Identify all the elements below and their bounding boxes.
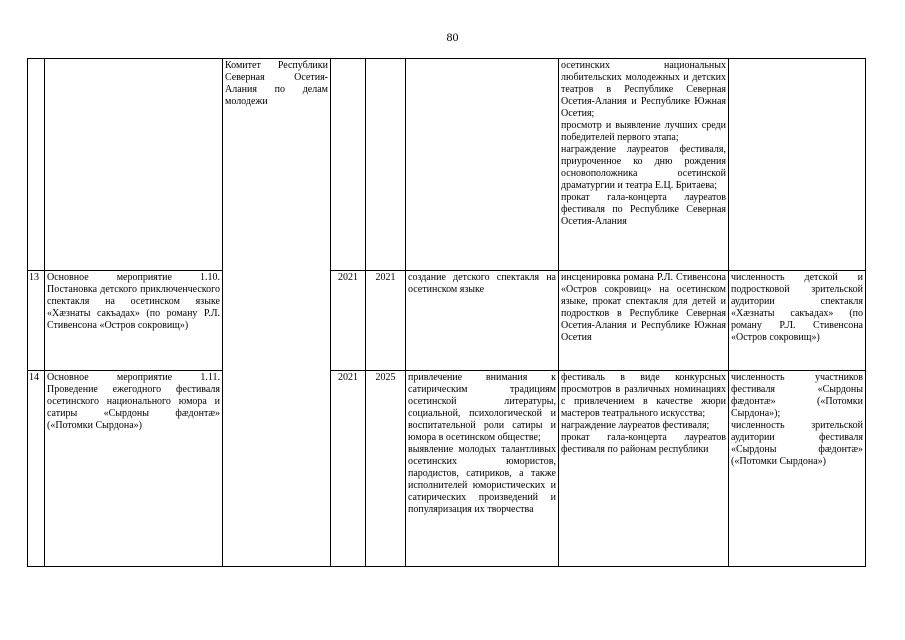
cell-goal: [406, 59, 559, 271]
goal-item: выявление молодых талантливых осетинских юмористов, пародистов, сатириков, а также исполнителей юмористических и сатирических произведений и популяризация их творчества: [408, 444, 556, 515]
result-item: просмотр и выявление лучших среди победителей первого этапа;: [561, 120, 726, 143]
cell-goal: [406, 371, 559, 567]
cell-num: 14: [28, 371, 45, 567]
indicator-item: численность участников фестиваля «Сырдоны фæдонтæ» («Потомки Сырдона»);: [731, 372, 863, 419]
result-item: прокат гала-концерта лауреатов фестиваля по районам республики: [561, 432, 726, 455]
result-item: фестиваль в виде конкурсных просмотров в различных номинациях с привлечением в качестве жюри мастеров театрального искусства;: [561, 372, 726, 419]
result-item: осетинских национальных любительских молодежных и детских театров в Республике Северная Осетия-Алания и Республике Южная Осетия;: [561, 60, 726, 119]
cell-end: 2021: [366, 271, 406, 371]
goal-item: создание детского спектакля на осетинском языке: [408, 272, 556, 295]
cell-name: [45, 59, 223, 271]
result-item: инсценировка романа Р.Л. Стивенсона «Остров сокровищ» на осетинском языке, прокат спектакля для детей и подростков в Республике Северная Осетия-Алания и Республике Южная Осетия: [561, 272, 726, 343]
cell-end: [366, 59, 406, 271]
cell-name: Основное мероприятие 1.10. Постановка детского приключенческого спектакля на осетинском языке «Хæзнаты сакъадах» (по роману Р.Л. Стивенсона «Остров сокровищ»): [45, 271, 223, 371]
goal-item: привлечение внимания к сатирическим традициям осетинской литературы, социальной, психологической и воспитательной роли сатиры и юмора в осетинском обществе;: [408, 372, 556, 443]
cell-end: 2025: [366, 371, 406, 567]
table-row-continuation: [28, 59, 866, 271]
cell-start: [331, 59, 366, 271]
cell-goal: [406, 271, 559, 371]
cell-result: [559, 271, 729, 371]
cell-name: Основное мероприятие 1.11. Проведение ежегодного фестиваля осетинского национального юмора и сатиры «Сырдоны фæдонтæ» («Потомки Сырдона»): [45, 371, 223, 567]
cell-num: 13: [28, 271, 45, 371]
measures-table: [27, 58, 866, 567]
cell-result: [559, 371, 729, 567]
result-item: награждение лауреатов фестиваля;: [561, 420, 710, 431]
cell-start: 2021: [331, 371, 366, 567]
result-item: награждение лауреатов фестиваля, приуроченное ко дню рождения основоположника осетинской драматургии и театра Е.Ц. Бритаева;: [561, 144, 726, 191]
cell-indicator: [729, 371, 866, 567]
cell-start: 2021: [331, 271, 366, 371]
cell-result: [559, 59, 729, 271]
cell-indicator: [729, 271, 866, 371]
page-number: 80: [446, 30, 459, 44]
indicator-item: численность зрительской аудитории фестиваля «Сырдоны фæдонтæ» («Потомки Сырдона»): [731, 420, 863, 467]
table-row-14: [28, 371, 866, 567]
cell-num: [28, 59, 45, 271]
cell-executor: Комитет Республики Северная Осетия-Алания по делам молодежи: [223, 59, 331, 567]
indicator-item: численность детской и подростковой зрительской аудитории спектакля «Хæзнаты сакъадах» (по роману Р.Л. Стивенсона «Остров сокровищ»): [731, 272, 863, 343]
cell-indicator: [729, 59, 866, 271]
result-item: прокат гала-концерта лауреатов фестиваля по Республике Северная Осетия-Алания: [561, 192, 726, 227]
table-row-13: [28, 271, 866, 371]
